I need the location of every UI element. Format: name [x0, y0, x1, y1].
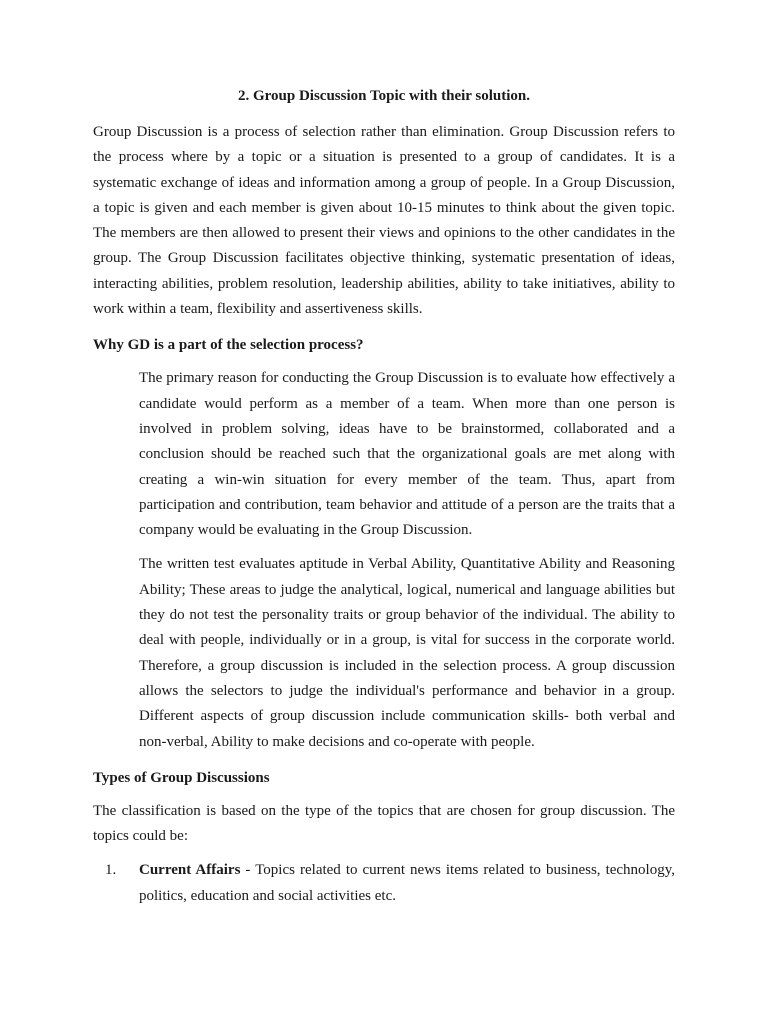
list-item-number: 1.: [105, 862, 117, 879]
list-item-term: Current Affairs: [139, 862, 241, 879]
types-intro-paragraph: The classification is based on the type of the topics that are chosen for group discussion. The topics could be:: [93, 802, 675, 845]
paragraph-gap: [139, 543, 675, 552]
why-gd-heading: Why GD is a part of the selection process?: [93, 337, 364, 354]
types-list: [93, 858, 675, 909]
why-gd-paragraph-2: The written test evaluates aptitude in Verbal Ability, Quantitative Ability and Reasoning Ability; These areas to judge the analytical, logical, numerical and language abilities but they do not test the personality traits or group behavior of the individual. The ability to deal with people, individually or in a group, is vital for success in the corporate world. Therefore, a group discussion is included in the selection process. A group discussion allows the selectors to judge the individual's performance and behavior in a group. Different aspects of group discussion include communication skills- both verbal and non-verbal, Ability to make decisions and co-operate with people.: [139, 556, 675, 750]
document-page: [93, 86, 675, 909]
intro-paragraph: Group Discussion is a process of selection rather than elimination. Group Discussion refers to the process where by a topic or a situation is presented to a group of candidates. It is a systematic exchange of ideas and information among a group of people. In a Group Discussion, a topic is given and each member is given about 10-15 minutes to think about the given topic. The members are then allowed to present their views and opinions to the other candidates in the group. The Group Discussion facilitates objective thinking, systematic presentation of ideas, interacting abilities, problem resolution, leadership abilities, ability to take initiatives, ability to work within a team, flexibility and assertiveness skills.: [93, 124, 675, 318]
why-gd-paragraph-1: The primary reason for conducting the Group Discussion is to evaluate how effectively a candidate would perform as a member of a team. When more than one person is involved in problem solving, ideas have to be brainstormed, collaborated and a conclusion should be reached such that the organizational goals are met along with creating a win-win situation for every member of the team. Thus, apart from participation and contribution, team behavior and attitude of a person are the traits that a company would be evaluating in the Group Discussion.: [139, 370, 675, 539]
why-gd-section: [93, 366, 675, 754]
types-heading: Types of Group Discussions: [93, 769, 270, 786]
document-title: 2. Group Discussion Topic with their solution.: [237, 88, 531, 104]
list-item-description: - Topics related to current news items related to business, technology, politics, education and social activities etc.: [139, 862, 675, 904]
list-item: [93, 858, 675, 909]
paragraph-gap: [93, 849, 675, 858]
